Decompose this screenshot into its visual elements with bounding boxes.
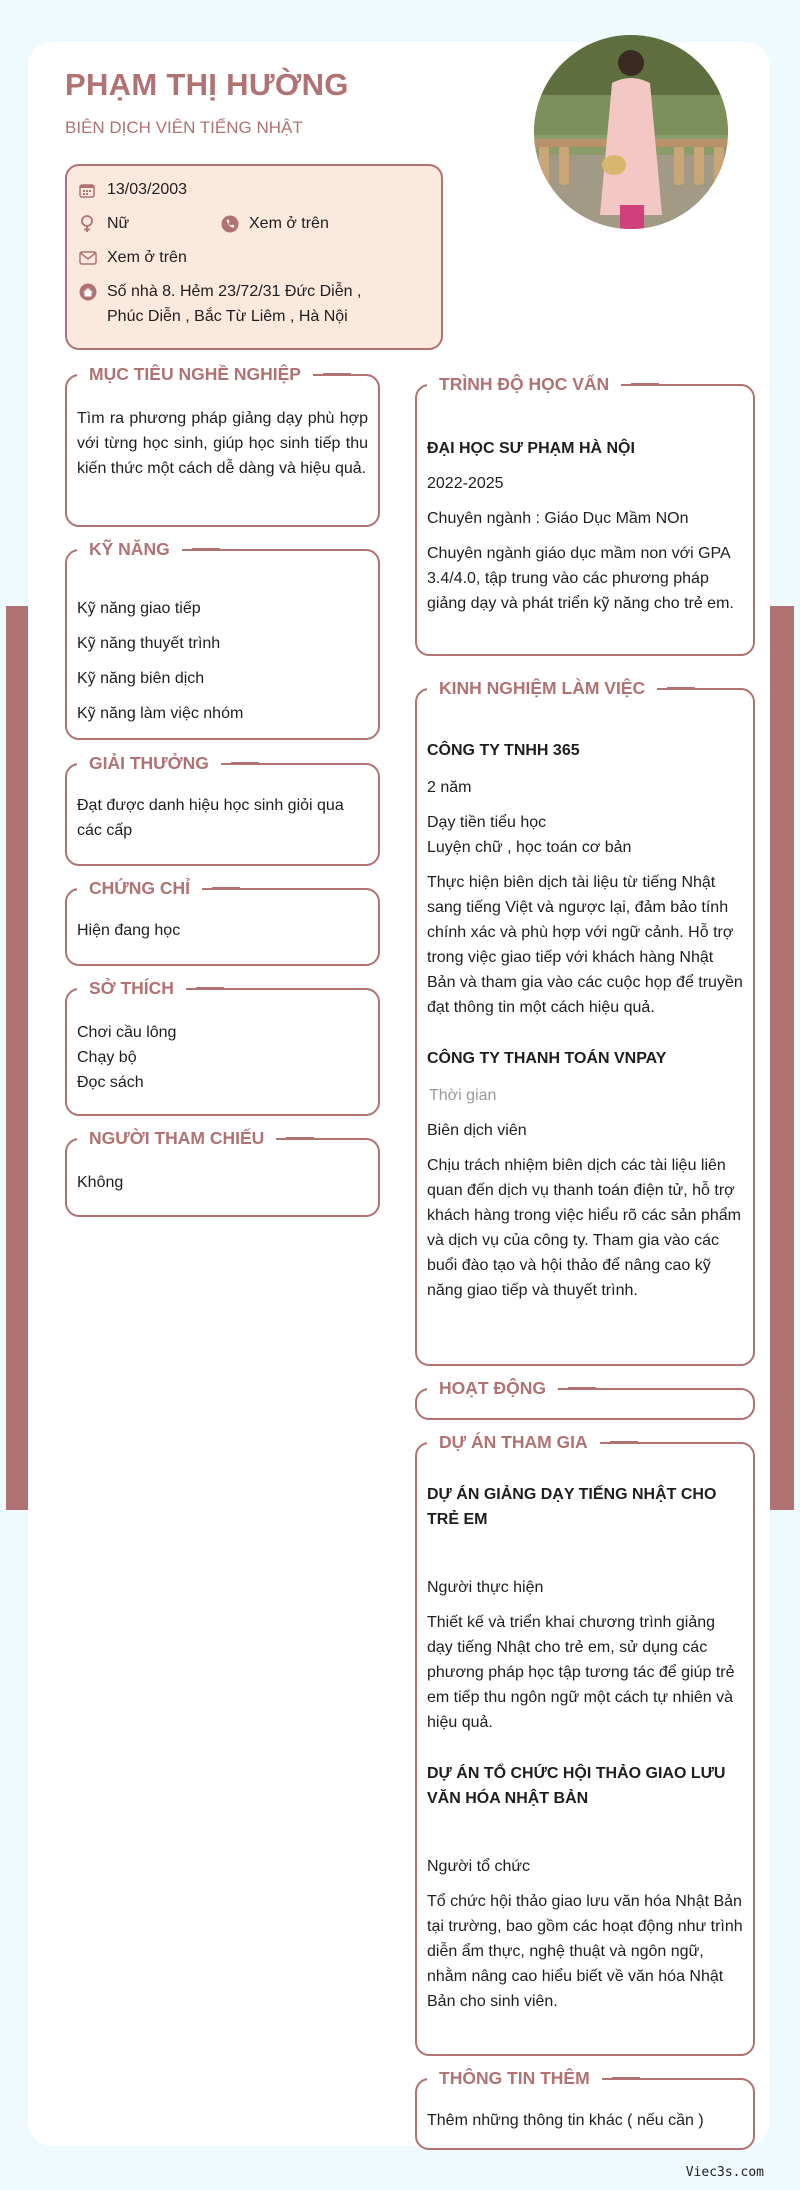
project-name: DỰ ÁN GIẢNG DẠY TIẾNG NHẬT CHO TRẺ EM [427,1486,717,1528]
project-description: Tổ chức hội thảo giao lưu văn hóa Nhật Bản tại trường, bao gồm các hoạt động như trình diễn ẩm thực, nghệ thuật và ngôn ngữ, nhằm nâng cao hiểu biết về văn hóa Nhật Bản cho sinh viên. [427,1893,743,2010]
company-name: CÔNG TY THANH TOÁN VNPAY [427,1050,667,1067]
email-icon [79,245,101,270]
experience-section [415,678,755,1366]
education-period: 2022-2025 [427,475,504,492]
job-role: Biên dịch viên [427,1122,527,1139]
hobbies-section [65,978,380,1116]
experience-body [427,738,743,1303]
hobbies-title: SỞ THÍCH [77,977,186,999]
certificates-section [65,878,380,966]
certificates-text: Hiện đang học [77,922,181,939]
extra-info-section [415,2068,755,2150]
hobby-item: Chạy bộ [77,1049,137,1066]
address-line-1: Số nhà 8. Hẻm 23/72/31 Đức Diễn , [107,283,362,300]
project-role: Người tổ chức [427,1858,531,1875]
objective-text: Tìm ra phương pháp giảng dạy phù hợp với từng học sinh, giúp học sinh tiếp thu kiến thức một cách dễ dàng và hiệu quả. [77,410,368,477]
address-value [107,279,361,329]
gender-row [79,211,129,236]
gender-value: Nữ [107,215,130,232]
contact-info-box [65,164,443,350]
address-line-2: Phúc Diễn , Bắc Từ Liêm , Hà Nội [107,308,348,325]
projects-body [427,1482,743,2014]
phone-value: Xem ở trên [249,215,329,232]
education-title: TRÌNH ĐỘ HỌC VẤN [427,373,621,395]
skills-title: KỸ NĂNG [77,538,182,560]
education-major: Chuyên ngành : Giáo Dục Mầm NOn [427,510,689,527]
objective-section [65,364,380,527]
job-title: BIÊN DỊCH VIÊN TIẾNG NHẬT [65,118,303,137]
job-role-line: Luyện chữ , học toán cơ bản [427,839,632,856]
references-text: Không [77,1174,124,1191]
skill-item: Kỹ năng biên dịch [77,670,205,687]
education-body [427,436,743,616]
company-name: CÔNG TY TNHH 365 [427,742,580,759]
references-section [65,1128,380,1217]
job-time: Thời gian [429,1087,497,1104]
candidate-name: PHẠM THỊ HƯỜNG [65,67,349,102]
left-decor-bar [6,606,30,1510]
footer-watermark: Viec3s.com [685,2165,764,2180]
skills-section [65,539,380,740]
objective-title: MỤC TIÊU NGHỀ NGHIỆP [77,363,313,385]
projects-section [415,1432,755,2056]
extra-info-title: THÔNG TIN THÊM [427,2067,602,2089]
certificates-title: CHỨNG CHỈ [77,877,202,899]
right-decor-bar [770,606,794,1510]
skill-item: Kỹ năng giao tiếp [77,600,201,617]
skill-item: Kỹ năng thuyết trình [77,635,221,652]
extra-info-text: Thêm những thông tin khác ( nếu cần ) [427,2112,704,2129]
avatar [534,35,728,229]
hobby-item: Chơi cầu lông [77,1024,177,1041]
school-name: ĐẠI HỌC SƯ PHẠM HÀ NỘI [427,440,635,457]
dob-value: 13/03/2003 [107,181,188,198]
job-description: Chịu trách nhiệm biên dịch các tài liệu liên quan đến dịch vụ thanh toán điện tử, hỗ trợ khách hàng trong việc hiểu rõ các sản phẩm và dịch vụ của công ty. Tham gia vào các buổi đào tạo và hội thảo để nâng cao kỹ năng giao tiếp và thuyết trình. [427,1157,741,1299]
education-section [415,374,755,656]
email-value: Xem ở trên [107,249,187,266]
project-description: Thiết kế và triển khai chương trình giảng dạy tiếng Nhật cho trẻ em, sử dụng các phương pháp học tập tương tác để giúp trẻ em tiếp thu ngôn ngữ một cách tự nhiên và hiệu quả. [427,1614,735,1731]
home-icon [79,279,101,304]
email-row [79,245,187,270]
projects-title: DỰ ÁN THAM GIA [427,1431,600,1453]
avatar-photo [534,35,728,229]
activities-section [415,1378,755,1420]
project-role: Người thực hiện [427,1579,544,1596]
project-name: DỰ ÁN TỔ CHỨC HỘI THẢO GIAO LƯU VĂN HÓA NHẬT BẢN [427,1765,726,1807]
awards-text: Đạt được danh hiệu học sinh giỏi qua các cấp [77,797,344,839]
job-description: Thực hiện biên dịch tài liệu từ tiếng Nhật sang tiếng Việt và ngược lại, đảm bảo tính chính xác và phù hợp với ngữ cảnh. Hỗ trợ trong việc giao tiếp với khách hàng Nhật Bản và tham gia vào các cuộc họp để truyền đạt thông tin một cách hiệu quả. [427,874,743,1016]
dob-row [79,177,187,202]
phone-icon [221,211,243,236]
hobbies-list [77,1020,368,1095]
awards-title: GIẢI THƯỞNG [77,752,221,774]
skill-item: Kỹ năng làm việc nhóm [77,705,244,722]
calendar-icon [79,177,101,202]
activities-title: HOẠT ĐỘNG [427,1377,558,1399]
phone-row [221,211,329,236]
hobby-item: Đọc sách [77,1074,144,1091]
awards-section [65,753,380,866]
references-title: NGƯỜI THAM CHIẾU [77,1127,276,1149]
address-row [79,279,361,329]
job-time: 2 năm [427,779,472,796]
gender-icon [79,211,101,236]
experience-title: KINH NGHIỆM LÀM VIỆC [427,677,657,699]
skills-list [77,596,368,726]
job-role-line: Dạy tiền tiểu học [427,814,547,831]
education-description: Chuyên ngành giáo dục mầm non với GPA 3.4/4.0, tập trung vào các phương pháp giảng dạy và phát triển kỹ năng cho trẻ em. [427,545,734,612]
